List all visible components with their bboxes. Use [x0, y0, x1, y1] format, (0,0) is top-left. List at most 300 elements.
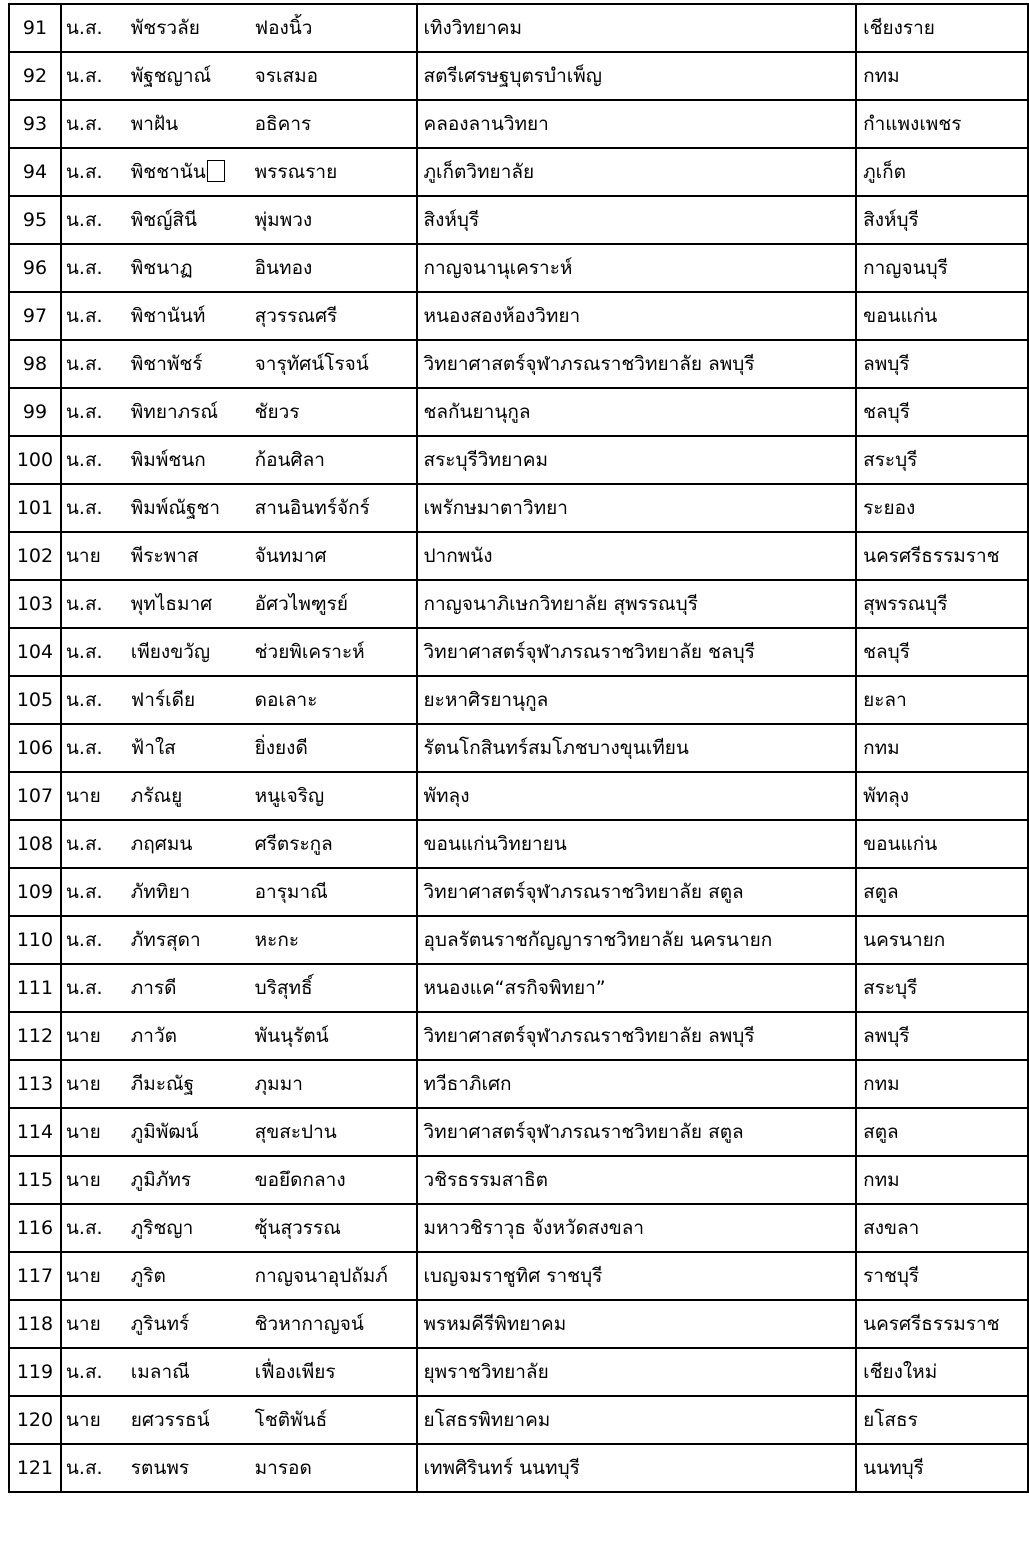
row-number-cell: [9, 244, 61, 292]
first-name-cell: [129, 964, 253, 1012]
school-name: วิทยาศาสตร์จุฬาภรณราชวิทยาลัย สตูล: [423, 1121, 744, 1143]
missing-glyph-box: [207, 160, 225, 182]
name-title-cell: [61, 388, 129, 436]
school-name: อุบลรัตนราชกัญญาราชวิทยาลัย นครนายก: [423, 929, 773, 951]
first-name-cell: [129, 4, 253, 52]
school-name: กาญจนาภิเษกวิทยาลัย สุพรรณบุรี: [423, 593, 698, 615]
school-name: วิทยาศาสตร์จุฬาภรณราชวิทยาลัย ชลบุรี: [423, 641, 755, 663]
province-name: กทม: [863, 65, 900, 87]
table-row: [9, 724, 1028, 772]
first-name: พุทไธมาศ: [130, 593, 213, 615]
name-title: น.ส.: [65, 1361, 103, 1383]
last-name-cell: [253, 1060, 417, 1108]
school-name: เพรักษมาตาวิทยา: [423, 497, 568, 519]
last-name: กาญจนาอุปถัมภ์: [254, 1265, 388, 1287]
name-title-cell: [61, 1156, 129, 1204]
school-name-cell: [417, 244, 857, 292]
school-name-cell: [417, 292, 857, 340]
province-name-cell: [856, 196, 1028, 244]
name-title: น.ส.: [65, 929, 103, 951]
last-name-cell: [253, 1156, 417, 1204]
last-name: ภุมมา: [254, 1073, 303, 1095]
name-title: น.ส.: [65, 881, 103, 903]
name-title: น.ส.: [65, 641, 103, 663]
row-number: 110: [16, 929, 54, 951]
first-name: ภูมิพัฒน์: [130, 1121, 199, 1143]
last-name: โชติพันธ์: [254, 1409, 328, 1431]
row-number-cell: [9, 1396, 61, 1444]
name-title-cell: [61, 772, 129, 820]
school-name-cell: [417, 1396, 857, 1444]
first-name: พาฝัน: [130, 113, 179, 135]
table-row: [9, 244, 1028, 292]
school-name: มหาวชิราวุธ จังหวัดสงขลา: [423, 1217, 645, 1239]
last-name-cell: [253, 532, 417, 580]
province-name-cell: [856, 4, 1028, 52]
last-name: พันนุรัตน์: [254, 1025, 329, 1047]
row-number: 93: [22, 113, 48, 135]
first-name: พิชชานัน: [130, 161, 206, 183]
last-name: อารุมาณี: [254, 881, 328, 903]
name-title-cell: [61, 1348, 129, 1396]
first-name-cell: [129, 916, 253, 964]
row-number: 118: [16, 1313, 54, 1335]
first-name-cell: [129, 340, 253, 388]
province-name-cell: [856, 148, 1028, 196]
row-number: 97: [22, 305, 48, 327]
row-number: 108: [16, 833, 54, 855]
table-row: [9, 1348, 1028, 1396]
name-title: น.ส.: [65, 833, 103, 855]
province-name-cell: [856, 1300, 1028, 1348]
row-number: 94: [22, 161, 48, 183]
last-name-cell: [253, 868, 417, 916]
province-name-cell: [856, 436, 1028, 484]
first-name: พิชญ์สินี: [130, 209, 197, 231]
first-name: พัชรวลัย: [130, 17, 200, 39]
name-title-cell: [61, 916, 129, 964]
province-name: กทม: [863, 1073, 900, 1095]
table-row: [9, 916, 1028, 964]
school-name: ภูเก็ตวิทยาลัย: [423, 161, 535, 183]
first-name: พิชานันท์: [130, 305, 206, 327]
last-name: ศรีตระกูล: [254, 833, 333, 855]
row-number-cell: [9, 196, 61, 244]
last-name: สานอินทร์จักร์: [254, 497, 370, 519]
row-number: 102: [16, 545, 54, 567]
row-number: 120: [16, 1409, 54, 1431]
last-name-cell: [253, 436, 417, 484]
row-number: 113: [16, 1073, 54, 1095]
name-title: นาย: [65, 1169, 101, 1191]
first-name: ภัทรสุดา: [130, 929, 201, 951]
school-name-cell: [417, 52, 857, 100]
first-name-cell: [129, 100, 253, 148]
row-number-cell: [9, 1444, 61, 1492]
first-name: พิชาพัชร์: [130, 353, 203, 375]
last-name: เฟื่องเพียร: [254, 1361, 336, 1383]
province-name-cell: [856, 532, 1028, 580]
first-name: ภูมิภัทร: [130, 1169, 192, 1191]
row-number-cell: [9, 1156, 61, 1204]
province-name-cell: [856, 1396, 1028, 1444]
first-name: พิชนาฏ: [130, 257, 193, 279]
row-number: 99: [22, 401, 48, 423]
name-title: น.ส.: [65, 209, 103, 231]
province-name: กาญจนบุรี: [863, 257, 948, 279]
row-number: 103: [16, 593, 54, 615]
name-title: น.ส.: [65, 113, 103, 135]
last-name: ฟองนิ้ว: [254, 17, 313, 39]
province-name: ภูเก็ต: [863, 161, 906, 183]
last-name-cell: [253, 820, 417, 868]
table-row: [9, 580, 1028, 628]
row-number: 100: [16, 449, 54, 471]
last-name: ก้อนศิลา: [254, 449, 325, 471]
last-name: สุวรรณศรี: [254, 305, 338, 327]
name-title: นาย: [65, 545, 101, 567]
last-name-cell: [253, 340, 417, 388]
name-title: นาย: [65, 1313, 101, 1335]
table-row: [9, 532, 1028, 580]
row-number-cell: [9, 340, 61, 388]
last-name: บริสุทธิ์: [254, 977, 313, 999]
province-name: ชลบุรี: [863, 641, 910, 663]
name-title-cell: [61, 1012, 129, 1060]
school-name: ยะหาศิรยานุกูล: [423, 689, 549, 711]
first-name: เมลาณี: [130, 1361, 190, 1383]
row-number-cell: [9, 1060, 61, 1108]
last-name: ชัยวร: [254, 401, 300, 423]
province-name: ยะลา: [863, 689, 907, 711]
name-title: น.ส.: [65, 1457, 103, 1479]
last-name-cell: [253, 676, 417, 724]
first-name: พิมพ์ณัฐชา: [130, 497, 221, 519]
last-name-cell: [253, 964, 417, 1012]
first-name: พิมพ์ชนก: [130, 449, 206, 471]
row-number-cell: [9, 1012, 61, 1060]
name-title: น.ส.: [65, 977, 103, 999]
name-title: น.ส.: [65, 1217, 103, 1239]
last-name: อธิคาร: [254, 113, 312, 135]
row-number-cell: [9, 100, 61, 148]
row-number-cell: [9, 52, 61, 100]
school-name-cell: [417, 100, 857, 148]
province-name-cell: [856, 820, 1028, 868]
last-name: ยิ่งยงดี: [254, 737, 308, 759]
table-row: [9, 772, 1028, 820]
last-name: ช่วยพิเคราะห์: [254, 641, 365, 663]
row-number-cell: [9, 436, 61, 484]
last-name: ดอเลาะ: [254, 689, 318, 711]
school-name-cell: [417, 532, 857, 580]
name-title: นาย: [65, 1121, 101, 1143]
row-number: 95: [22, 209, 48, 231]
first-name-cell: [129, 1012, 253, 1060]
first-name: ภูรินทร์: [130, 1313, 190, 1335]
last-name: มารอด: [254, 1457, 312, 1479]
school-name: ทวีธาภิเศก: [423, 1073, 512, 1095]
province-name-cell: [856, 388, 1028, 436]
table-row: [9, 340, 1028, 388]
row-number: 98: [22, 353, 48, 375]
table-row: [9, 52, 1028, 100]
first-name-cell: [129, 292, 253, 340]
school-name: ขอนแก่นวิทยายน: [423, 833, 567, 855]
table-row: [9, 292, 1028, 340]
row-number-cell: [9, 868, 61, 916]
first-name-cell: [129, 628, 253, 676]
school-name-cell: [417, 772, 857, 820]
school-name-cell: [417, 1060, 857, 1108]
province-name-cell: [856, 580, 1028, 628]
name-title-cell: [61, 1252, 129, 1300]
school-name: ยโสธรพิทยาคม: [423, 1409, 551, 1431]
school-name-cell: [417, 916, 857, 964]
province-name: เชียงใหม่: [863, 1361, 938, 1383]
province-name-cell: [856, 1252, 1028, 1300]
school-name-cell: [417, 1156, 857, 1204]
table-row: [9, 1012, 1028, 1060]
province-name: ขอนแก่น: [863, 305, 938, 327]
province-name-cell: [856, 1348, 1028, 1396]
school-name: เบญจมราชูทิศ ราชบุรี: [423, 1265, 603, 1287]
school-name-cell: [417, 820, 857, 868]
last-name: จันทมาศ: [254, 545, 327, 567]
row-number-cell: [9, 772, 61, 820]
province-name: สุพรรณบุรี: [863, 593, 948, 615]
first-name-cell: [129, 1108, 253, 1156]
province-name: สตูล: [863, 1121, 899, 1143]
name-title-cell: [61, 4, 129, 52]
school-name-cell: [417, 964, 857, 1012]
school-name: พัทลุง: [423, 785, 470, 807]
last-name-cell: [253, 388, 417, 436]
name-title-cell: [61, 1396, 129, 1444]
row-number: 117: [16, 1265, 54, 1287]
name-title-cell: [61, 148, 129, 196]
last-name-cell: [253, 1108, 417, 1156]
name-title-cell: [61, 436, 129, 484]
last-name-cell: [253, 724, 417, 772]
table-row: [9, 628, 1028, 676]
province-name-cell: [856, 868, 1028, 916]
last-name: จรเสมอ: [254, 65, 319, 87]
name-title: น.ส.: [65, 497, 103, 519]
name-title: น.ส.: [65, 257, 103, 279]
first-name-cell: [129, 1348, 253, 1396]
name-title-cell: [61, 1108, 129, 1156]
row-number-cell: [9, 1108, 61, 1156]
row-number: 114: [16, 1121, 54, 1143]
participant-table: [8, 3, 1029, 1493]
table-row: [9, 676, 1028, 724]
first-name-cell: [129, 676, 253, 724]
last-name: ขอยึดกลาง: [254, 1169, 346, 1191]
school-name: วชิรธรรมสาธิต: [423, 1169, 549, 1191]
name-title-cell: [61, 1060, 129, 1108]
name-title-cell: [61, 676, 129, 724]
table-row: [9, 1204, 1028, 1252]
row-number-cell: [9, 1252, 61, 1300]
name-title: น.ส.: [65, 737, 103, 759]
school-name: สระบุรีวิทยาคม: [423, 449, 549, 471]
school-name-cell: [417, 724, 857, 772]
name-title: น.ส.: [65, 17, 103, 39]
row-number-cell: [9, 628, 61, 676]
school-name-cell: [417, 340, 857, 388]
row-number-cell: [9, 724, 61, 772]
last-name-cell: [253, 1300, 417, 1348]
first-name-cell: [129, 1252, 253, 1300]
first-name-cell: [129, 1300, 253, 1348]
province-name: ขอนแก่น: [863, 833, 938, 855]
first-name: ภัททิยา: [130, 881, 191, 903]
province-name-cell: [856, 1156, 1028, 1204]
first-name: พิทยาภรณ์: [130, 401, 218, 423]
name-title-cell: [61, 724, 129, 772]
row-number: 96: [22, 257, 48, 279]
last-name: พุ่มพวง: [254, 209, 313, 231]
table-row: [9, 868, 1028, 916]
row-number: 104: [16, 641, 54, 663]
school-name-cell: [417, 484, 857, 532]
name-title: นาย: [65, 1025, 101, 1047]
first-name-cell: [129, 1444, 253, 1492]
first-name: พัฐชญาณ์: [130, 65, 212, 87]
table-row: [9, 148, 1028, 196]
school-name-cell: [417, 1300, 857, 1348]
first-name-cell: [129, 196, 253, 244]
province-name: นนทบุรี: [863, 1457, 924, 1479]
row-number-cell: [9, 1348, 61, 1396]
province-name-cell: [856, 340, 1028, 388]
school-name: พรหมคีรีพิทยาคม: [423, 1313, 567, 1335]
school-name: เทพศิรินทร์ นนทบุรี: [423, 1457, 580, 1479]
last-name: อินทอง: [254, 257, 313, 279]
school-name: ปากพนัง: [423, 545, 493, 567]
province-name: พัทลุง: [863, 785, 910, 807]
row-number: 107: [16, 785, 54, 807]
name-title: นาย: [65, 1409, 101, 1431]
name-title: น.ส.: [65, 161, 103, 183]
row-number: 111: [16, 977, 54, 999]
last-name-cell: [253, 1348, 417, 1396]
first-name: ภีมะณัฐ: [130, 1073, 195, 1095]
table-row: [9, 964, 1028, 1012]
first-name-cell: [129, 724, 253, 772]
table-row: [9, 1252, 1028, 1300]
row-number: 112: [16, 1025, 54, 1047]
first-name: เพียงขวัญ: [130, 641, 211, 663]
name-title: น.ส.: [65, 449, 103, 471]
first-name-cell: [129, 580, 253, 628]
province-name-cell: [856, 772, 1028, 820]
school-name-cell: [417, 628, 857, 676]
province-name: สงขลา: [863, 1217, 920, 1239]
last-name-cell: [253, 1444, 417, 1492]
last-name-cell: [253, 4, 417, 52]
province-name: ชลบุรี: [863, 401, 910, 423]
table-row: [9, 4, 1028, 52]
last-name: ชิวหากาญจน์: [254, 1313, 364, 1335]
first-name: ยศวรรธน์: [130, 1409, 210, 1431]
school-name-cell: [417, 148, 857, 196]
table-row: [9, 1300, 1028, 1348]
table-row: [9, 484, 1028, 532]
province-name: กำแพงเพชร: [863, 113, 962, 135]
first-name-cell: [129, 532, 253, 580]
last-name: ซุ้นสุวรรณ: [254, 1217, 341, 1239]
school-name: วิทยาศาสตร์จุฬาภรณราชวิทยาลัย ลพบุรี: [423, 353, 755, 375]
school-name-cell: [417, 1444, 857, 1492]
province-name-cell: [856, 292, 1028, 340]
first-name-cell: [129, 772, 253, 820]
province-name: สตูล: [863, 881, 899, 903]
last-name-cell: [253, 100, 417, 148]
first-name-cell: [129, 1060, 253, 1108]
first-name-cell: [129, 868, 253, 916]
row-number: 119: [16, 1361, 54, 1383]
row-number: 121: [16, 1457, 54, 1479]
first-name-cell: [129, 484, 253, 532]
name-title: น.ส.: [65, 593, 103, 615]
name-title: น.ส.: [65, 689, 103, 711]
last-name-cell: [253, 1252, 417, 1300]
name-title-cell: [61, 1204, 129, 1252]
table-row: [9, 1396, 1028, 1444]
last-name-cell: [253, 484, 417, 532]
first-name: ฟ้าใส: [130, 737, 176, 759]
row-number-cell: [9, 484, 61, 532]
school-name: สตรีเศรษฐบุตรบำเพ็ญ: [423, 65, 602, 87]
name-title-cell: [61, 292, 129, 340]
first-name-cell: [129, 820, 253, 868]
first-name: ภูริชญา: [130, 1217, 194, 1239]
table-row: [9, 196, 1028, 244]
name-title-cell: [61, 1444, 129, 1492]
province-name: สระบุรี: [863, 449, 918, 471]
name-title-cell: [61, 820, 129, 868]
last-name-cell: [253, 52, 417, 100]
last-name-cell: [253, 196, 417, 244]
province-name-cell: [856, 1204, 1028, 1252]
last-name-cell: [253, 580, 417, 628]
name-title: นาย: [65, 1073, 101, 1095]
name-title-cell: [61, 244, 129, 292]
name-title-cell: [61, 1300, 129, 1348]
school-name: หนองแค“สรกิจพิทยา”: [423, 977, 606, 999]
province-name: นครศรีธรรมราช: [863, 545, 1000, 567]
row-number: 91: [22, 17, 48, 39]
name-title-cell: [61, 580, 129, 628]
province-name: นครนายก: [863, 929, 946, 951]
first-name-cell: [129, 52, 253, 100]
last-name: พรรณราย: [254, 161, 338, 183]
row-number-cell: [9, 1300, 61, 1348]
school-name: หนองสองห้องวิทยา: [423, 305, 581, 327]
row-number: 109: [16, 881, 54, 903]
row-number: 92: [22, 65, 48, 87]
row-number-cell: [9, 580, 61, 628]
school-name-cell: [417, 580, 857, 628]
school-name-cell: [417, 1012, 857, 1060]
name-title: นาย: [65, 1265, 101, 1287]
school-name-cell: [417, 1108, 857, 1156]
name-title-cell: [61, 340, 129, 388]
last-name-cell: [253, 244, 417, 292]
last-name: สุขสะปาน: [254, 1121, 337, 1143]
